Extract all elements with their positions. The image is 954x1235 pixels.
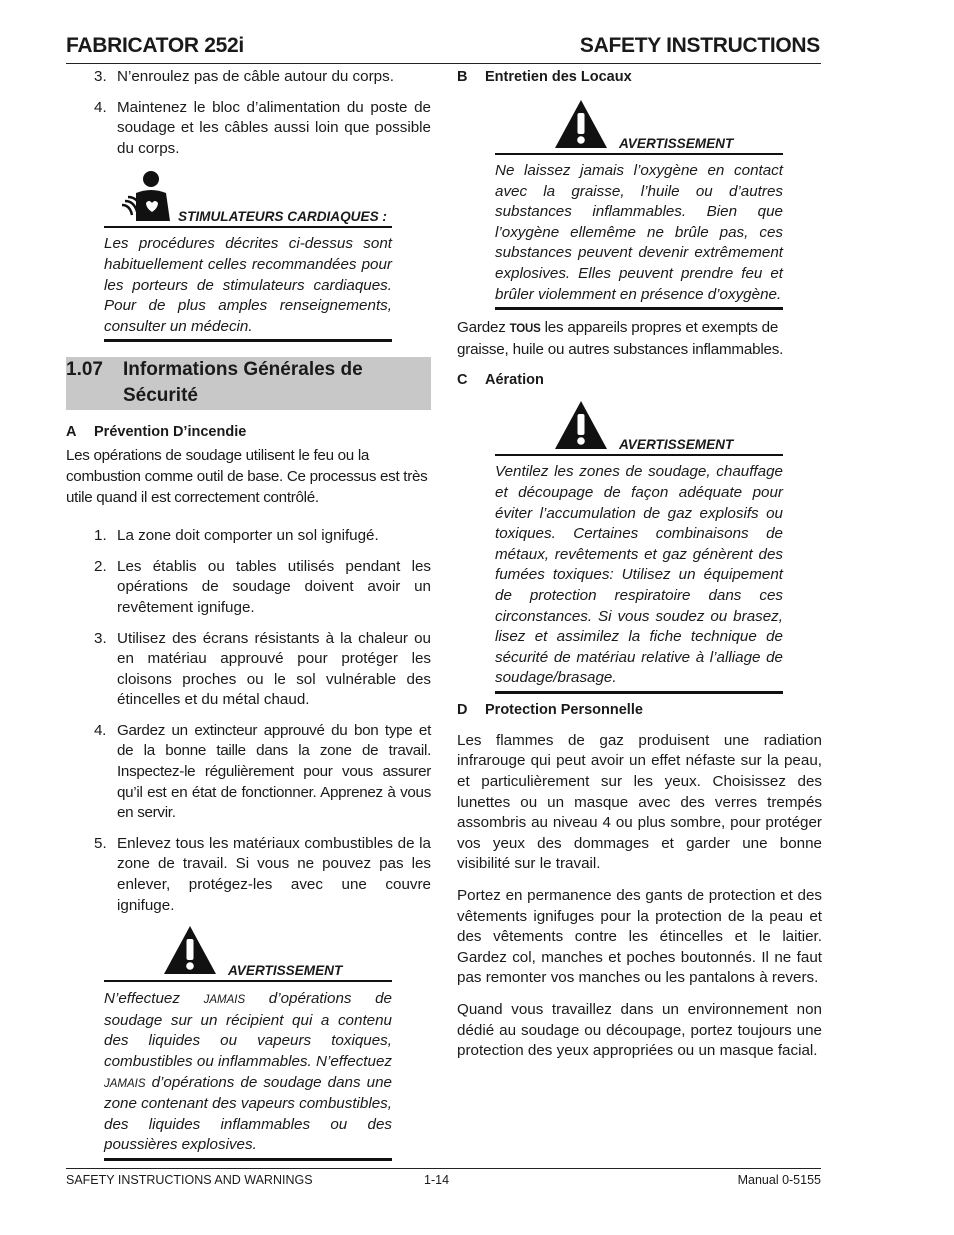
warning-title: AVERTISSEMENT	[619, 437, 734, 453]
header-divider	[66, 63, 821, 64]
list-item: 2. Les établis ou tables utilisés pendant les opérations de soudage doivent avoir un revêtement ignifuge.	[94, 557, 431, 616]
subsection-d-heading: D Protection Personnelle	[457, 701, 643, 718]
oxygen-warning-box	[495, 98, 783, 310]
pacemaker-person-icon	[120, 169, 174, 225]
list-item: 3. N’enroulez pas de câble autour du corps.	[94, 68, 394, 85]
list-item: 5. Enlevez tous les matériaux combustibles de la zone de travail. Si vous ne pouvez pas les enlever, protégez-les avec une couvre ignifuge.	[94, 834, 431, 914]
top-list	[66, 67, 431, 159]
header-product-title: FABRICATOR 252i	[66, 34, 244, 57]
list-item: 4. Gardez un extincteur approuvé du bon type et de la bonne taille dans la zone de travail. Inspectez-le régulièrement pour vous assurer qu’il est en état de fonctionner. Apprenez à vous en servir.	[94, 721, 431, 822]
subsection-a-intro: Les opérations de soudage utilisent le feu ou la combustion comme outil de base. Ce processus est très utile quand il est correctement contrôlé.	[66, 447, 428, 506]
subsection-b-heading: B Entretien des Locaux	[457, 69, 632, 85]
box-bottom-rule	[495, 307, 783, 310]
list-item: 3. Utilisez des écrans résistants à la chaleur ou en matériau approuvé pour protéger les cloisons proches ou le sol vulnérable des étincelles et du métal chaud.	[94, 629, 431, 709]
subsection-d-paragraph-3: Quand vous travaillez dans un environnement non dédié au soudage ou découpage, portez toujours une protection des yeux appropriées ou un masque facial.	[457, 1001, 822, 1060]
warning-body: N’effectuez JAMAIS d’opérations de soudage sur un récipient qui a contenu des liquides ou vapeurs toxiques, combustibles ou inflammables. N’effectuez JAMAIS d’opérations de soudage dans une zone contenant des vapeurs combustibles, des liquides inflammables ou des poussières explosives.	[104, 990, 392, 1154]
footer-doc-title: SAFETY INSTRUCTIONS AND WARNINGS	[66, 1173, 313, 1187]
section-heading	[66, 357, 431, 410]
right-column	[457, 66, 822, 1062]
pacemaker-title: STIMULATEURS CARDIAQUES :	[178, 209, 387, 225]
warning-body: Ne laissez jamais l’oxygène en contact avec la graisse, l’huile ou d’autres substances inflammables. Bien que l’oxygène ellemême ne brûle pas, ces substances peuvent devenir extrêmement explosives. Elles peuvent prendre feu et brûler violemment en présence d’oxygène.	[495, 162, 783, 303]
subsection-b-text: Gardez TOUS les appareils propres et exempts de graisse, huile ou autres substances inflammables.	[457, 319, 784, 358]
subsection-d-paragraph-2: Portez en permanence des gants de protection et des vêtements ignifuges pour la protection de la peau et des vêtements contre les étincelles et le laitier. Gardez col, manches et poches boutonnés. Il ne faut pas remonter vos manches ou les pantalons à revers.	[457, 887, 822, 987]
warning-triangle-icon	[553, 98, 609, 150]
pacemaker-warning-box	[104, 169, 392, 342]
warning-title: AVERTISSEMENT	[619, 136, 734, 151]
list-item: 1. La zone doit comporter un sol ignifugé.	[94, 527, 379, 545]
section-number: 1.07	[66, 359, 103, 381]
left-column	[66, 66, 431, 1161]
explosion-warning-box	[104, 924, 392, 1161]
footer-divider	[66, 1168, 821, 1169]
warning-triangle-icon	[553, 399, 609, 451]
warning-title: AVERTISSEMENT	[228, 963, 343, 979]
list-item: 4. Maintenez le bloc d’alimentation du poste de soudage et les câbles aussi loin que possible du corps.	[94, 98, 431, 157]
subsection-a-heading: A Prévention D’incendie	[66, 424, 247, 441]
box-bottom-rule	[104, 339, 392, 342]
pacemaker-body: Les procédures décrites ci-dessus sont habituellement celles recommandées pour les porteurs de stimulateurs cardiaques. Pour de plus amples renseignements, consulter un médecin.	[104, 235, 392, 335]
warning-body: Ventilez les zones de soudage, chauffage et découpage de façon adéquate pour éviter l’accumulation de gaz explosifs ou toxiques. Certaines combinaisons de métaux, revêtements et gaz génèrent des fumées toxiques: Utilisez un équipement de protection respiratoire dans ces circonstances. Si vous soudez ou brasez, lisez et assimilez la fiche technique de sécurité de matériau relative à l’alliage de soudage/brasage.	[495, 463, 783, 687]
fire-prevention-list	[66, 526, 431, 916]
section-title: Informations Générales de Sécurité	[123, 359, 363, 407]
ventilation-warning-box	[495, 399, 783, 694]
footer-page-number: 1-14	[424, 1173, 450, 1187]
footer-manual-number: Manual 0-5155	[737, 1173, 821, 1187]
warning-triangle-icon	[162, 924, 218, 976]
header-section-title: SAFETY INSTRUCTIONS	[579, 34, 820, 57]
box-bottom-rule	[495, 691, 783, 694]
box-bottom-rule	[104, 1158, 392, 1161]
subsection-c-heading: C Aération	[457, 372, 544, 389]
subsection-d-paragraph-1: Les flammes de gaz produisent une radiation infrarouge qui peut avoir un effet néfaste sur la peau, et particulièrement sur les yeux. Choisissez des lunettes ou un masque avec des verres trempés assombris au niveau 4 ou plus sombre, pour protéger vos yeux des dommages et garder une bonne visibilité sur le travail.	[457, 731, 822, 873]
